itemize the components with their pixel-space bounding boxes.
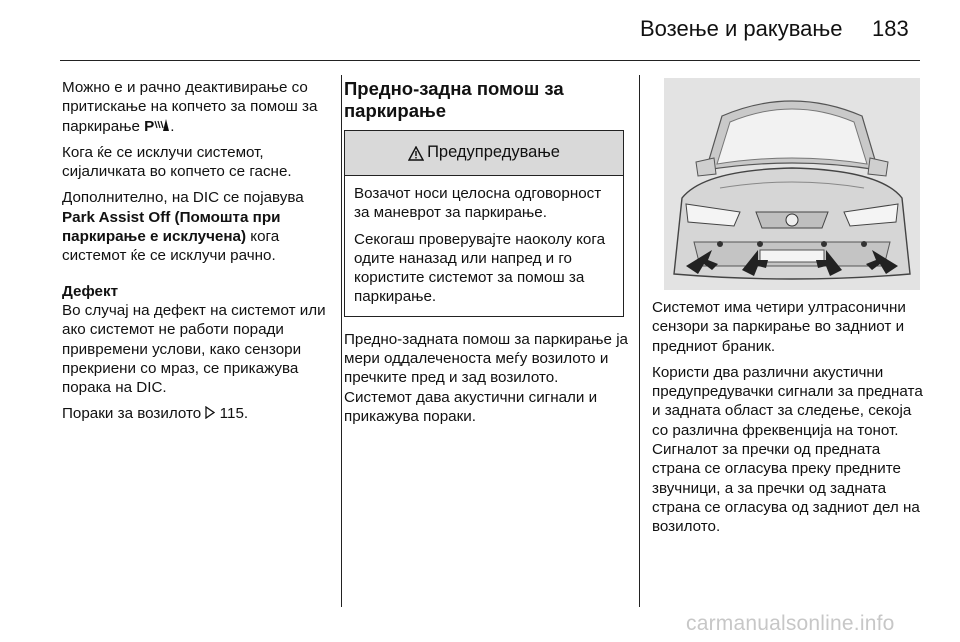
page-number: 183 xyxy=(872,16,909,41)
warning-paragraph-2: Секогаш проверувајте наоколу кога одите наназад или напред и го користите системот за помош за паркирање. xyxy=(354,230,606,306)
page-header xyxy=(0,0,960,60)
paragraph-dic-message: Дополнително, на DIC се појавува Park Assist Off (Помошта при паркирање е исклучена) кога системот ќе се исклучи рачно. xyxy=(62,189,304,265)
section-heading: Предно-задна помош за паркирање xyxy=(344,78,564,121)
header-title: Возење и ракување xyxy=(640,16,843,41)
warning-paragraph-1: Возачот носи целосна одговорност за маневрот за паркирање. xyxy=(354,185,602,222)
page-reference-link[interactable]: 115. xyxy=(215,405,249,423)
watermark: carmanualsonline.info xyxy=(686,612,895,635)
paragraph-vehicle-messages: Пораки за возилото 115. xyxy=(62,405,249,423)
car-front-illustration xyxy=(664,78,920,290)
warning-header xyxy=(345,131,623,176)
warning-triangle-icon xyxy=(408,146,424,161)
column-2 xyxy=(344,78,628,433)
dic-message-text: Park Assist Off (Помошта при паркирање е исклучена) xyxy=(62,208,281,246)
column-divider-1 xyxy=(341,75,342,607)
paragraph-manual-deactivation: Можно е и рачно деактивирање со притискање на копчето за помош за паркирање P . xyxy=(62,79,318,135)
column-1 xyxy=(62,78,332,431)
paragraph-light-off: Кога ќе се исклучи системот, сијаличката во копчето се гасне. xyxy=(62,143,292,181)
paragraph-sensors: Системот има четири ултрасонични сензори за паркирање во задниот и предниот браник. xyxy=(652,299,906,355)
paragraph-fault: Во случај на дефект на системот или ако системот не работи поради привремени услови, како сензори прекриени со мраз, се прикажува порака на DIC. xyxy=(62,301,326,397)
column-3 xyxy=(652,298,924,544)
warning-box xyxy=(344,130,624,317)
crossref-arrow-icon[interactable] xyxy=(205,405,215,418)
park-assist-icon: P xyxy=(144,118,170,135)
header-rule xyxy=(60,60,920,61)
paragraph-system-description: Предно-задната помош за паркирање ја мери оддалеченоста меѓу возилото и пречките пред и зад возилото. Системот дава акустични сигнали и прикажува пораки. xyxy=(344,330,629,425)
fault-heading: Дефект xyxy=(62,282,119,300)
warning-body xyxy=(345,176,623,316)
paragraph-acoustic-signals: Користи два различни акустични предупредувачки сигнали за предната и задната област за следење, секоја со различна фреквенција на тонот. Сигналот за пречки од предната страна се огласува преку предните звучници, а за пречки од задната страна се огласува од задниот дел на возилото. xyxy=(652,363,923,536)
column-divider-2 xyxy=(639,75,640,607)
warning-title: Предупредување xyxy=(427,143,560,162)
